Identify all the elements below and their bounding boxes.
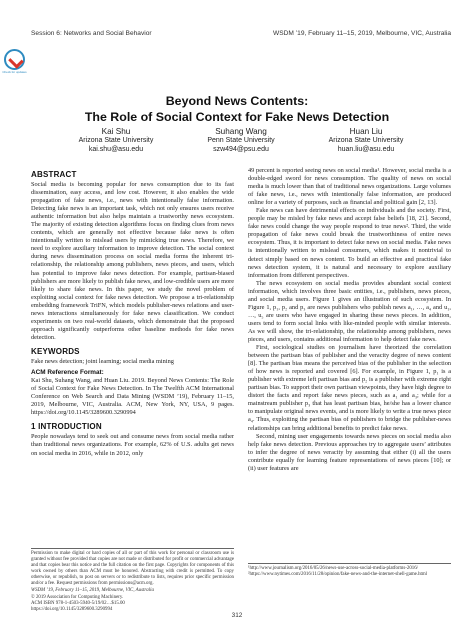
copyright-doi[interactable]: https://doi.org/10.1145/3289600.3290994 bbox=[31, 607, 113, 613]
footnote-2[interactable]: ²https://www.nytimes.com/2016/11/28/opinion/fake-news-and-the-internet-shell-game.html bbox=[248, 572, 428, 578]
running-head-session: Session 6: Networks and Social Behavior bbox=[31, 30, 152, 37]
footnote-1[interactable]: ¹http://www.journalism.org/2016/05/26/news-use-across-social-media-platforms-2016/ bbox=[248, 566, 419, 571]
author-affiliation: Penn State University bbox=[207, 137, 275, 145]
author-email[interactable]: kai.shu@asu.edu bbox=[88, 146, 144, 154]
author-name: Suhang Wang bbox=[215, 127, 267, 136]
check-for-updates-caption: Check for updates bbox=[2, 70, 27, 74]
keywords-heading: KEYWORDS bbox=[31, 346, 80, 356]
introduction-text: People nowadays tend to seek out and consume news from social media rather than traditional news organizations. For example, 62% of U.S. adults get news on social media in 2016, while in 2012, only bbox=[31, 433, 234, 457]
author-email[interactable]: szw494@psu.edu bbox=[213, 146, 269, 154]
keywords-text: Fake news detection; joint learning; social media mining bbox=[31, 357, 174, 365]
paragraph: Second, mining user engagements towards news pieces on social media also help fake news detection. Previous approaches try to aggregate users’ attributes to infer the degree of news veracity by assuming that either (i) all the users contribute equally for learning feature representations of news pieces [10]; or (ii) user features are bbox=[248, 432, 451, 472]
copyright-association: © 2019 Association for Computing Machinery. bbox=[31, 595, 124, 601]
author-block bbox=[51, 127, 431, 167]
copyright-isbn: ACM ISBN 978-1-4503-5940-5/19/02…$15.00 bbox=[31, 601, 125, 607]
right-column bbox=[248, 167, 451, 473]
check-for-updates-badge[interactable] bbox=[4, 49, 25, 79]
paragraph: 49 percent is reported seeing news on social media¹. However, social media is a double-edged sword for news consumption. The quality of news on social media is much lower than that of traditional news organizations. Large volumes of fake news, i.e., news with intentionally false information, are produced online for a variety of purposes, such as financial and political gain [2, 13]. bbox=[248, 167, 451, 207]
author-name: Kai Shu bbox=[101, 127, 131, 136]
acm-reference-heading: ACM Reference Format: bbox=[31, 368, 104, 376]
permission-notice: Permission to make digital or hard copies of all or part of this work for personal or classroom use is granted without fee provided that copies are not made or distributed for profit or commercial advantage and that copies bear this notice and the full citation on the first page. Copyrights for components of this work owned by others than ACM must be honored. Abstracting with credit is permitted. To copy otherwise, or republish, to post on servers or to redistribute to lists, requires prior specific permission and/or a fee. Request permissions from permissions@acm.org. bbox=[31, 551, 234, 587]
paragraph: The news ecosystem on social media provides abundant social context information, which involves three basic entities, i.e., publishers, news pieces, and social media users. Figure 1 gives an illustration of such ecosystem. In Figure 1, p₁, p₂ and p₃ are news publishers who publish news a₁, …, a₄ and u₁, …, u₅ are users who have engaged in sharing these news pieces. In addition, users tend to form social links with like-minded people with similar interests. As we will show, the tri-relationship, the relationship among publishers, news pieces, and users, contains additional information to help detect fake news. bbox=[248, 279, 451, 343]
running-head-venue: WSDM ’19, February 11–15, 2019, Melbourne, VIC, Australia bbox=[273, 30, 451, 37]
author-affiliation: Arizona State University bbox=[78, 137, 154, 145]
paragraph: First, sociological studies on journalism have theorized the correlation between the partisan bias of publisher and the veracity degree of news content [8]. The partisan bias means the perceived bias of the publisher in the selection of how news is reported and covered [6]. For example, in Figure 1, p₁ is a publisher with extreme left partisan bias and p₂ is a publisher with extreme right partisan bias. To support their own partisan viewpoints, they have high degree to distort the facts and report fake news pieces, such as a₁ and a₃; while for a mainstream publisher p₃ that has least partisan bias, he/she has a lower chance to manipulate original news events, and is more likely to write a true news piece a₄. Thus, exploiting the partisan bias of publishers to bridge the publisher-news relationships can bring additional benefits to predict fake news. bbox=[248, 344, 451, 432]
author-name: Huan Liu bbox=[349, 127, 383, 136]
author-email[interactable]: huan.liu@asu.edu bbox=[337, 146, 395, 154]
title-line-2: The Role of Social Context for Fake News Detection bbox=[84, 110, 390, 124]
check-for-updates-icon bbox=[4, 49, 25, 70]
author-1 bbox=[51, 127, 181, 155]
author-2 bbox=[176, 127, 306, 155]
introduction-heading: 1 INTRODUCTION bbox=[31, 422, 102, 432]
copyright-block bbox=[31, 548, 234, 614]
running-head bbox=[31, 30, 451, 39]
paragraph: Fake news can have detrimental effects on individuals and the society. First, people may be misled by fake news and accept false beliefs [18, 21]. Second, fake news could change the way people respond to true news². Third, the wide propagation of fake news could break the trustworthiness of entire news ecosystem. Thus, it is important to detect fake news on social media. Fake news is intentionally written to mislead consumers, which makes it nontrivial to detect simply based on news content. To build an effective and practical fake news detection system, it is natural and necessary to explore auxiliary information from different perspectives. bbox=[248, 207, 451, 279]
abstract-heading: ABSTRACT bbox=[31, 170, 77, 179]
acm-reference-text: Kai Shu, Suhang Wang, and Huan Liu. 2019. Beyond News Contents: The Role of Social Context for Fake News Detection. In The Twelfth ACM International Conference on Web Search and Data Mining (WSDM ’19), February 11–15, 2019, Melbourne, VIC, Australia. ACM, New York, NY, USA, 9 pages. https://doi.org/10.1145/3289600.3290994 bbox=[31, 377, 234, 417]
title-line-1: Beyond News Contents: bbox=[165, 94, 309, 108]
paper-title bbox=[60, 93, 414, 125]
page-number: 312 bbox=[231, 612, 243, 619]
left-column bbox=[31, 169, 234, 458]
copyright-venue: WSDM ’19, February 11–15, 2019, Melbourne, VIC, Australia bbox=[31, 588, 154, 594]
footnotes bbox=[248, 563, 451, 579]
author-affiliation: Arizona State University bbox=[328, 137, 404, 145]
abstract-text: Social media is becoming popular for news consumption due to its fast dissemination, easy access, and low cost. However, it also enables the wide propagation of fake news, i.e., news with intentionally false information. Detecting fake news is an important task, which not only ensures users receive authentic information but also helps maintain a trustworthy news ecosystem. The majority of existing detection algorithms focus on finding clues from news contents, which are generally not effective because fake news is often intentionally written to mislead users by mimicking true news. Therefore, we need to explore auxiliary information to improve detection. The social context during news dissemination process on social media forms the inherent tri-relationship, the relationship among publishers, news pieces, and users, which has potential to improve fake news detection. For example, partisan-biased publishers are more likely to publish fake news, and low-credible users are more likely to share fake news. In this paper, we study the novel problem of exploiting social context for fake news detection. We propose a tri-relationship embedding framework TriFN, which models publisher-news relations and user-news interactions simultaneously for fake news classification. We conduct experiments on two real-world datasets, which demonstrate that the proposed approach significantly outperforms other baseline methods for fake news detection. bbox=[31, 181, 235, 341]
author-3 bbox=[301, 127, 431, 155]
